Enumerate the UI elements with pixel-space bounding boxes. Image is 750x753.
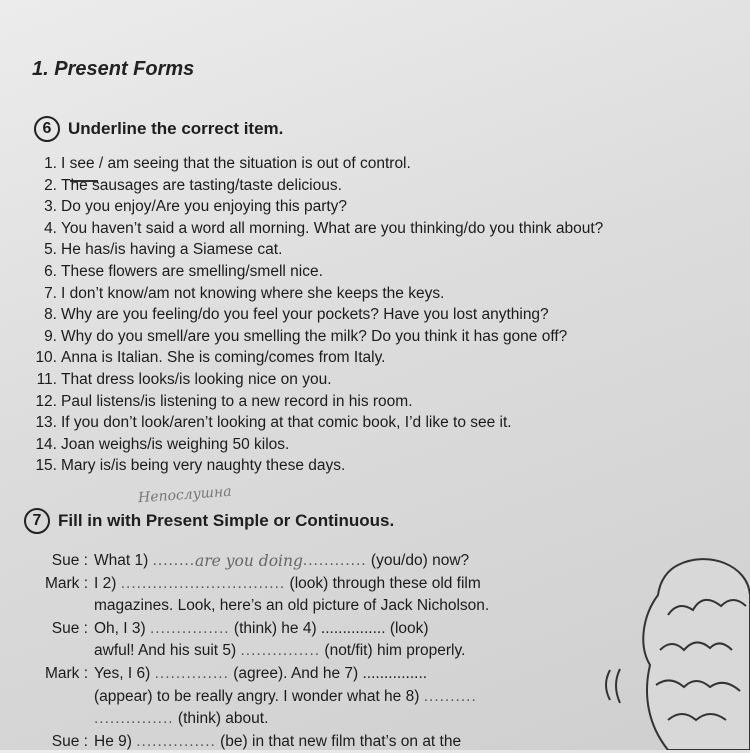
speaker: Sue :: [51, 732, 88, 750]
exercise-6-number: 6: [34, 116, 60, 142]
item-text: That dress looks/is looking nice on you.: [61, 370, 332, 388]
motion-lines-icon: [600, 665, 630, 705]
blank-dots: ...............................: [120, 574, 286, 592]
blank-dots: ...............: [150, 619, 230, 637]
dialogue-line: [24, 640, 564, 663]
item-number: 14.: [35, 435, 57, 453]
dialogue-line: [24, 573, 564, 596]
exercise-item: [24, 175, 714, 197]
exercise-7-number: 7: [24, 508, 50, 534]
chapter-title: 1. Present Forms: [32, 58, 195, 80]
exercise-item: [24, 304, 714, 326]
line-text: I 2): [94, 574, 117, 592]
item-number: 7.: [44, 284, 57, 302]
item-text: Mary is/is being very naughty these days.: [61, 457, 346, 475]
blank-dots: ........: [152, 552, 196, 569]
item-text: These flowers are smelling/smell nice.: [61, 262, 323, 280]
item-number: 11.: [36, 370, 57, 388]
speaker: Mark :: [44, 574, 88, 592]
exercise-item: [24, 218, 714, 240]
line-text: (be) in that new film that’s on at the: [220, 732, 462, 750]
item-number: 12.: [35, 392, 57, 410]
blank-dots: ..........: [423, 687, 477, 705]
item-text: Paul listens/is listening to a new record in his room.: [61, 392, 413, 410]
exercise-6-header: [34, 116, 283, 142]
speaker: Mark :: [44, 664, 88, 682]
item-number: 2.: [44, 176, 57, 194]
line-text: (look) through these old film: [289, 574, 481, 592]
item-text: Joan weighs/is weighing 50 kilos.: [61, 435, 290, 453]
item-number: 10.: [35, 349, 57, 367]
line-text: (think) about.: [177, 710, 269, 728]
item-number: 3.: [44, 198, 57, 216]
item-text: The sausages are tasting/taste delicious.: [61, 176, 342, 194]
exercise-7-header: [24, 508, 394, 534]
exercise-6-instruction: Underline the correct item.: [68, 119, 284, 138]
exercise-item: [24, 391, 714, 413]
exercise-6-items: [24, 153, 714, 477]
line-text: (agree). And he 7) ...............: [233, 664, 428, 682]
item-text: You haven’t said a word all morning. What are you thinking/do you think about?: [61, 219, 604, 237]
speaker: Sue :: [51, 552, 88, 569]
exercise-item: [24, 196, 714, 218]
exercise-item: [24, 261, 714, 283]
exercise-item: [24, 455, 714, 477]
line-text: Yes, I 6): [94, 664, 151, 682]
item-text: If you don’t look/aren’t looking at that comic book, I’d like to see it.: [61, 414, 512, 432]
handwritten-note: Непослушна: [137, 483, 233, 507]
item-text: I see / am seeing that the situation is out of control.: [61, 155, 411, 172]
speaker: Sue :: [51, 619, 88, 637]
item-text: He has/is having a Siamese cat.: [61, 241, 283, 259]
line-text: What 1): [94, 552, 149, 569]
item-number: 4.: [44, 219, 57, 237]
handwritten-answer: are you doing: [195, 552, 303, 570]
line-text: (appear) to be really angry. I wonder what he 8): [94, 687, 420, 705]
blank-dots: ............: [302, 552, 367, 569]
blank-dots: ...............: [94, 710, 174, 728]
item-number: 6.: [44, 262, 57, 280]
dialogue-line: [24, 550, 564, 573]
line-text: (think) he 4) ............... (look): [233, 619, 429, 637]
item-text: Why are you feeling/do you feel your pockets? Have you lost anything?: [61, 306, 549, 324]
blank-dots: ...............: [136, 732, 216, 750]
exercise-7-dialogue: [24, 550, 564, 753]
line-text: (you/do) now?: [370, 552, 470, 569]
blank-dots: ..............: [154, 664, 229, 682]
exercise-item: [24, 369, 714, 391]
item-number: 1.: [44, 155, 57, 172]
exercise-item: [24, 434, 714, 456]
line-text: Oh, I 3): [94, 619, 146, 637]
dialogue-line: [24, 686, 564, 709]
dialogue-line: [24, 595, 564, 618]
item-number: 5.: [44, 241, 57, 259]
item-number: 15.: [35, 457, 57, 475]
exercise-item: [24, 283, 714, 305]
item-text: Why do you smell/are you smelling the milk? Do you think it has gone off?: [61, 327, 568, 345]
item-number: 9.: [44, 327, 57, 345]
exercise-7-instruction: Fill in with Present Simple or Continuous.: [58, 511, 395, 530]
dialogue-line: [24, 708, 564, 731]
blank-dots: ...............: [240, 642, 321, 660]
line-text: He 9): [94, 732, 132, 750]
exercise-item: [24, 347, 714, 369]
item-text: Anna is Italian. She is coming/comes from Italy.: [61, 349, 386, 367]
exercise-item: [24, 153, 714, 175]
exercise-item: [24, 326, 714, 348]
line-text: (not/fit) him properly.: [324, 642, 466, 660]
item-text: I don’t know/am not knowing where she keeps the keys.: [61, 284, 445, 302]
cartoon-illustration: [638, 555, 750, 750]
item-number: 13.: [35, 414, 57, 432]
exercise-item: [24, 239, 714, 261]
dialogue-line: [24, 663, 564, 686]
line-text: awful! And his suit 5): [94, 642, 237, 660]
item-text: Do you enjoy/Are you enjoying this party?: [61, 198, 348, 216]
line-text: magazines. Look, here’s an old picture of Jack Nicholson.: [94, 597, 490, 615]
dialogue-line: [24, 618, 564, 641]
exercise-item: [24, 412, 714, 434]
item-number: 8.: [44, 306, 57, 324]
